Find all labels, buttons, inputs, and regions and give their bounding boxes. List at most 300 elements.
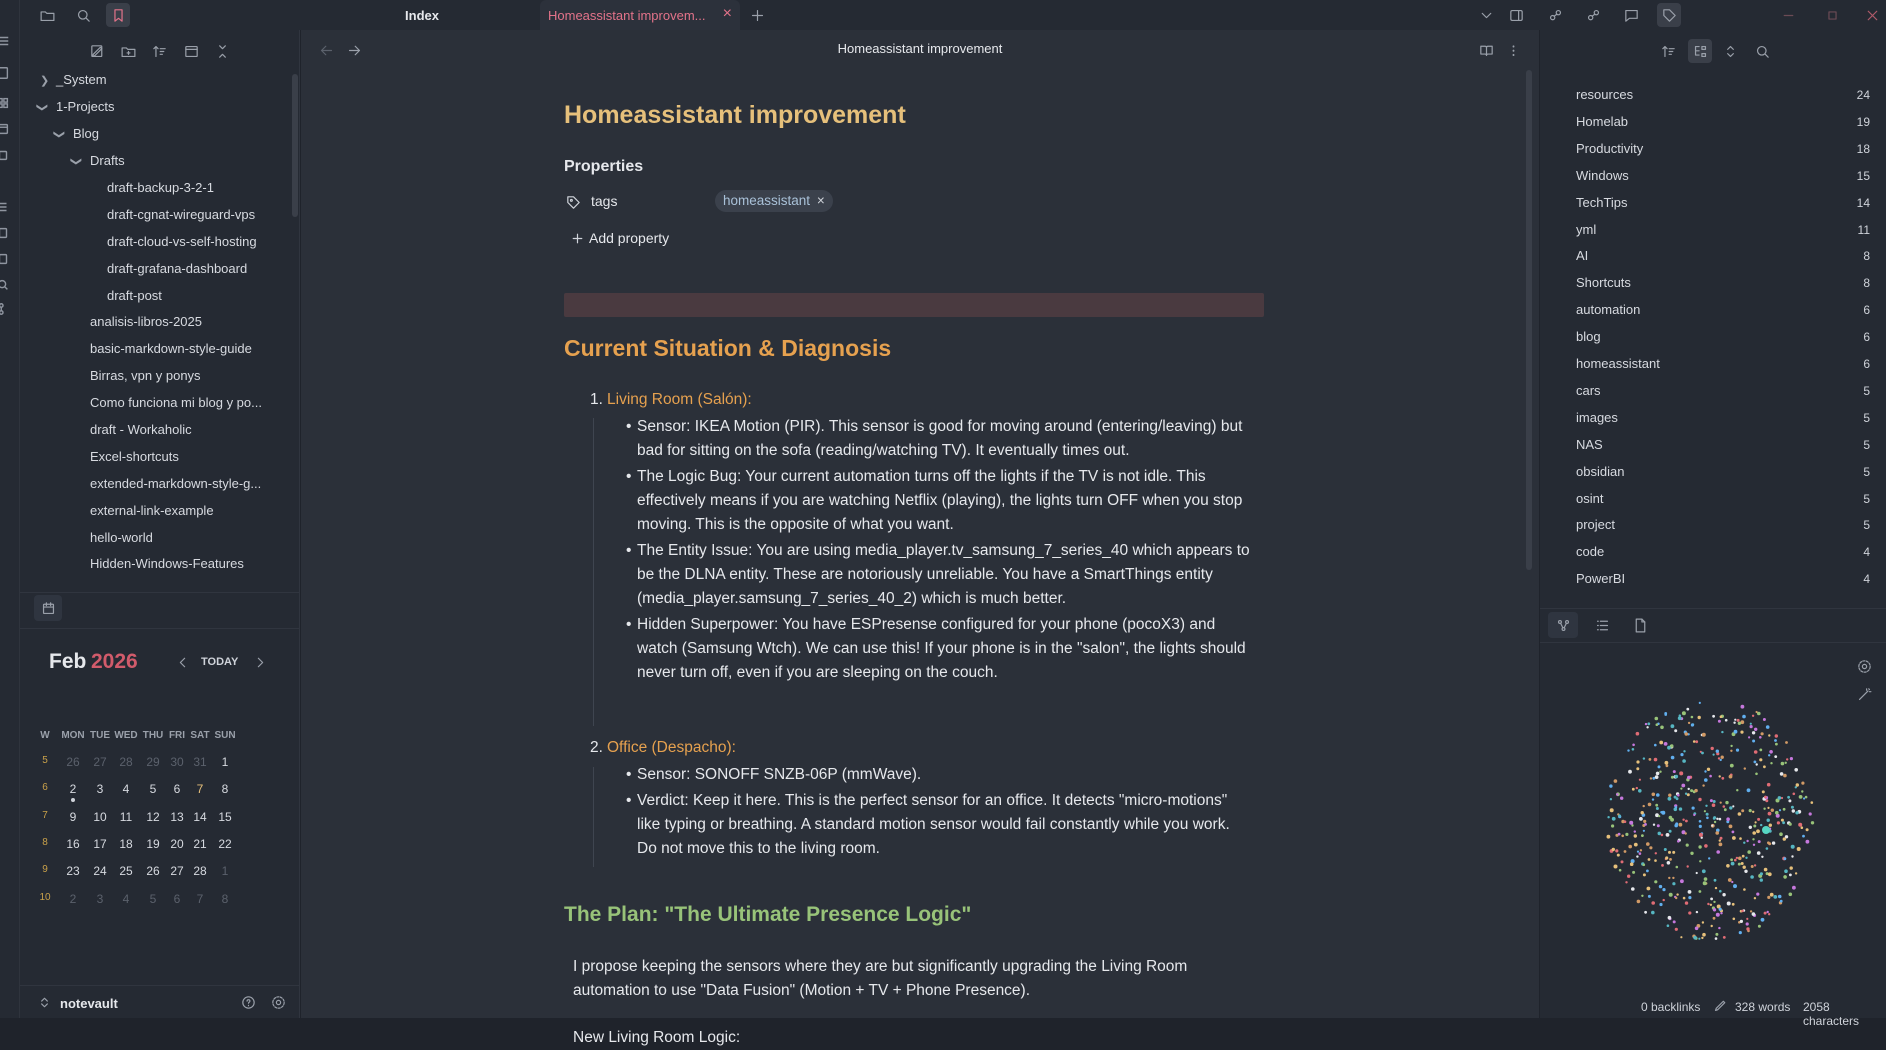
graph-node[interactable] [1749,826,1752,829]
graph-node[interactable] [1680,936,1682,938]
graph-node[interactable] [1716,818,1718,820]
tag-name[interactable]: Windows [1576,167,1629,183]
graph-node[interactable] [1726,864,1730,868]
graph-node[interactable] [1734,719,1736,721]
graph-node[interactable] [1760,872,1763,875]
graph-node[interactable] [1788,799,1791,802]
graph-node[interactable] [1672,877,1674,879]
graph-node[interactable] [1769,750,1773,754]
graph-node[interactable] [1701,752,1704,755]
graph-node[interactable] [1632,748,1635,751]
graph-node[interactable] [1734,859,1737,862]
graph-node[interactable] [1789,874,1792,877]
graph-node[interactable] [1733,884,1737,888]
git-icon[interactable] [0,302,12,318]
search-icon[interactable] [71,3,95,27]
graph-node[interactable] [1728,878,1732,882]
graph-node[interactable] [1733,722,1735,724]
graph-icon[interactable] [1548,612,1578,638]
graph-node[interactable] [1766,847,1769,850]
graph-node[interactable] [1656,793,1660,797]
tree-file[interactable]: Birras, vpn y ponys [90,368,201,383]
graph-node[interactable] [1670,744,1673,747]
graph-node[interactable] [1616,793,1619,796]
graph-node[interactable] [1610,798,1612,800]
graph-node[interactable] [1716,750,1719,753]
graph-node[interactable] [1722,893,1725,896]
graph-node[interactable] [1639,817,1643,821]
graph-node[interactable] [1621,835,1624,838]
graph-node[interactable] [1725,719,1728,722]
graph-node[interactable] [1682,819,1684,821]
graph-node[interactable] [1731,881,1733,883]
graph-node[interactable] [1639,779,1641,781]
tree-file[interactable]: draft-grafana-dashboard [107,261,248,276]
graph-node[interactable] [1698,798,1701,801]
graph-node[interactable] [1654,758,1658,762]
graph-node[interactable] [1729,825,1733,829]
maximize-icon[interactable] [1820,3,1844,27]
graph-node[interactable] [1811,801,1814,804]
graph-node[interactable] [1713,908,1716,911]
graph-node[interactable] [1790,866,1793,869]
graph-node[interactable] [1752,731,1755,734]
graph-node[interactable] [1729,806,1732,809]
calendar-day[interactable]: 21 [193,836,207,851]
graph-node[interactable] [1702,921,1704,923]
graph-node[interactable] [1710,898,1713,901]
graph-node[interactable] [1797,847,1801,851]
graph-node[interactable] [1739,931,1742,934]
tree-file[interactable]: draft-post [107,288,162,303]
graph-node[interactable] [1775,734,1778,737]
graph-node[interactable] [1764,868,1768,872]
remove-tag-icon[interactable]: × [816,193,825,208]
calendar-day[interactable]: 8 [221,891,229,906]
calendar-week-number[interactable]: 6 [42,782,48,794]
graph-node[interactable] [1782,821,1785,824]
graph-node[interactable] [1781,819,1784,822]
bullet-item[interactable] [626,465,1243,537]
graph-node[interactable] [1752,811,1754,813]
graph-node[interactable] [1719,839,1721,841]
graph-node[interactable] [1752,715,1754,717]
graph-node[interactable] [1646,870,1649,873]
calendar-day[interactable]: 2 [69,891,77,906]
bullet-item[interactable] [626,415,1243,463]
graph-node[interactable] [1664,848,1667,851]
graph-node[interactable] [1756,893,1759,896]
graph-node[interactable] [1661,834,1664,837]
graph-node[interactable] [1720,837,1723,840]
graph-node[interactable] [1667,861,1671,865]
graph-node[interactable] [1741,809,1744,812]
graph-node[interactable] [1675,928,1678,931]
graph-node[interactable] [1756,763,1758,765]
graph-node[interactable] [1760,824,1762,826]
graph-node[interactable] [1628,770,1632,774]
graph-node[interactable] [1711,825,1713,827]
graph-node[interactable] [1759,749,1762,752]
graph-node[interactable] [1630,862,1634,866]
graph-node[interactable] [1791,845,1795,849]
graph-node[interactable] [1680,788,1682,790]
graph-node[interactable] [1704,778,1708,782]
graph-node[interactable] [1687,865,1689,867]
graph-node[interactable] [1730,750,1732,752]
graph-node[interactable] [1699,833,1703,837]
graph-node[interactable] [1761,918,1765,922]
graph-node[interactable] [1665,856,1668,859]
graph-node[interactable] [1766,725,1770,729]
copy-icon[interactable] [0,148,12,164]
graph-node[interactable] [1793,793,1796,796]
graph-node[interactable] [1803,797,1805,799]
graph-node[interactable] [1768,812,1772,816]
graph-node[interactable] [1634,830,1636,832]
tag-name[interactable]: blog [1576,329,1601,345]
graph-node[interactable] [1738,863,1741,866]
calendar-week-number[interactable]: 8 [42,836,48,848]
graph-node[interactable] [1610,808,1614,812]
graph-node[interactable] [1730,764,1734,768]
graph-node[interactable] [1775,743,1778,746]
chevron-right-icon[interactable] [248,650,272,674]
graph-node[interactable] [1778,796,1782,800]
graph-node-current[interactable] [1762,826,1770,834]
calendar-day[interactable]: 20 [170,836,184,851]
graph-node[interactable] [1647,722,1650,725]
graph-node[interactable] [1750,723,1752,725]
graph-node[interactable] [1645,723,1647,725]
graph-node[interactable] [1693,936,1697,940]
graph-node[interactable] [1718,720,1721,723]
graph-node[interactable] [1694,789,1697,792]
graph-node[interactable] [1656,807,1659,810]
calendar-icon[interactable] [0,122,12,138]
close-icon[interactable]: × [722,5,732,22]
graph-node[interactable] [1758,925,1761,928]
graph-node[interactable] [1614,779,1618,783]
graph-node[interactable] [1716,913,1720,917]
graph-node[interactable] [1768,734,1770,736]
graph-node[interactable] [1757,818,1760,821]
graph-node[interactable] [1737,719,1740,722]
graph-node[interactable] [1629,821,1633,825]
graph-node[interactable] [1787,796,1790,799]
graph-node[interactable] [1753,844,1755,846]
graph-node[interactable] [1641,895,1643,897]
graph-node[interactable] [1652,793,1656,797]
graph-node[interactable] [1741,705,1745,709]
new-folder-icon[interactable] [116,39,140,63]
graph-node[interactable] [1677,794,1680,797]
graph-node[interactable] [1632,788,1635,791]
new-logic-label[interactable]: New Living Room Logic: [573,1029,741,1046]
graph-node[interactable] [1686,844,1689,847]
graph-node[interactable] [1732,903,1735,906]
graph-node[interactable] [1747,788,1751,792]
tag-name[interactable]: cars [1576,382,1601,398]
menu-icon[interactable] [0,34,12,50]
tag-name[interactable]: obsidian [1576,463,1625,479]
graph-node[interactable] [1761,732,1764,735]
graph-node[interactable] [1745,857,1747,859]
graph-node[interactable] [1763,765,1766,768]
graph-node[interactable] [1659,885,1662,888]
graph-node[interactable] [1744,870,1747,873]
graph-node[interactable] [1746,927,1749,930]
graph-node[interactable] [1730,745,1732,747]
graph-node[interactable] [1687,776,1691,780]
graph-node[interactable] [1746,840,1748,842]
graph-node[interactable] [1672,882,1675,885]
graph-node[interactable] [1695,927,1699,931]
graph-node[interactable] [1641,834,1644,837]
list-item-title-office[interactable]: Office (Despacho): [607,739,736,756]
graph-node[interactable] [1618,833,1621,836]
tag-name[interactable]: project [1576,517,1616,533]
tree-file[interactable]: Hidden-Windows-Features [90,556,244,571]
graph-node[interactable] [1754,761,1757,764]
page-icon[interactable] [0,252,12,268]
graph-node[interactable] [1750,875,1754,879]
graph-node[interactable] [1628,845,1632,849]
graph-node[interactable] [1678,716,1682,720]
graph-node[interactable] [1671,724,1675,728]
tree-file[interactable]: hello-world [90,530,153,545]
graph-node[interactable] [1675,897,1677,899]
calendar-day[interactable]: 13 [170,809,184,824]
graph-node[interactable] [1675,775,1679,779]
graph-node[interactable] [1760,878,1763,881]
vault-switcher-icon[interactable] [32,990,56,1014]
graph-node[interactable] [1774,755,1777,758]
graph-node[interactable] [1775,811,1779,815]
graph-node[interactable] [1795,811,1798,814]
graph-node[interactable] [1754,728,1757,731]
graph-node[interactable] [1658,815,1660,817]
graph-node[interactable] [1752,912,1756,916]
graph-node[interactable] [1710,904,1712,906]
graph-node[interactable] [1704,810,1706,812]
graph-node[interactable] [1759,758,1762,761]
magic-wand-icon[interactable] [1852,682,1876,706]
calendar-day[interactable]: 16 [66,836,80,851]
graph-node[interactable] [1671,776,1674,779]
graph-node[interactable] [1682,711,1686,715]
graph-node[interactable] [1713,816,1716,819]
graph-node[interactable] [1701,937,1703,939]
graph-node[interactable] [1654,744,1657,747]
graph-node[interactable] [1781,762,1785,766]
folder-icon[interactable] [35,3,59,27]
calendar-day[interactable]: 27 [170,864,184,879]
graph-node[interactable] [1683,750,1685,752]
graph-node[interactable] [1618,814,1621,817]
graph-node[interactable] [1625,833,1628,836]
graph-node[interactable] [1752,740,1755,743]
graph-node[interactable] [1746,922,1749,925]
graph-node[interactable] [1811,821,1814,824]
graph-node[interactable] [1624,850,1627,853]
graph-node[interactable] [1674,824,1678,828]
graph-node[interactable] [1712,803,1716,807]
graph-node[interactable] [1796,783,1799,786]
graph-node[interactable] [1715,933,1718,936]
graph-node[interactable] [1740,920,1743,923]
collapse-icon[interactable] [179,39,203,63]
graph-node[interactable] [1799,795,1803,799]
graph-node[interactable] [1736,857,1738,859]
graph-node[interactable] [1668,851,1671,854]
calendar-day[interactable]: 17 [93,836,107,851]
graph-node[interactable] [1738,722,1741,725]
graph-node[interactable] [1643,873,1646,876]
graph-node[interactable] [1767,807,1769,809]
graph-node[interactable] [1688,788,1690,790]
graph-node[interactable] [1625,881,1627,883]
graph-node[interactable] [1693,740,1696,743]
graph-node[interactable] [1669,858,1672,861]
graph-node[interactable] [1653,824,1655,826]
tag-name[interactable]: homeassistant [1576,356,1660,371]
status-backlinks[interactable]: 0 backlinks [1641,1000,1701,1014]
graph-node[interactable] [1740,731,1743,734]
graph-node[interactable] [1699,825,1702,828]
bullet-item[interactable] [626,539,1250,611]
graph-node[interactable] [1789,893,1793,897]
edit-icon[interactable] [1710,995,1730,1015]
graph-node[interactable] [1783,837,1786,840]
graph-node[interactable] [1707,903,1709,905]
graph-node[interactable] [1783,875,1787,879]
graph-node[interactable] [1669,830,1672,833]
graph-node[interactable] [1698,938,1700,940]
calendar-day[interactable]: 4 [122,891,130,906]
graph-node[interactable] [1686,708,1689,711]
graph-node[interactable] [1637,900,1641,904]
graph-node[interactable] [1809,812,1812,815]
graph-node[interactable] [1663,899,1665,901]
graph-node[interactable] [1699,702,1701,704]
calendar-day[interactable]: 1 [221,864,229,879]
settings-icon[interactable] [266,990,290,1014]
graph-node[interactable] [1731,862,1735,866]
property-key-tags[interactable]: tags [591,193,618,209]
tag-name[interactable]: automation [1576,302,1641,318]
minimize-icon[interactable] [1776,3,1800,27]
graph-node[interactable] [1750,910,1752,912]
tag-name[interactable]: images [1576,409,1618,425]
graph-node[interactable] [1632,744,1635,747]
tag-name[interactable]: PowerBI [1576,571,1626,587]
graph-node[interactable] [1609,784,1612,787]
graph-node[interactable] [1644,823,1647,826]
graph-node[interactable] [1718,927,1720,929]
tag-name[interactable]: AI [1576,248,1589,264]
list-icon[interactable] [0,200,12,216]
graph-node[interactable] [1709,775,1712,778]
calendar-icon[interactable] [34,595,62,621]
calendar-day[interactable]: 10 [93,809,107,824]
graph-node[interactable] [1805,796,1808,799]
graph-node[interactable] [1749,809,1752,812]
add-property-button[interactable]: Add property [589,230,670,246]
graph-node[interactable] [1704,877,1708,881]
graph-node[interactable] [1714,821,1716,823]
graph-node[interactable] [1783,774,1787,778]
graph-node[interactable] [1756,711,1758,713]
graph-node[interactable] [1746,918,1748,920]
graph-node[interactable] [1783,808,1786,811]
graph-node[interactable] [1620,797,1623,800]
graph-node[interactable] [1647,887,1651,891]
calendar-day[interactable]: 28 [193,864,207,879]
graph-node[interactable] [1666,764,1669,767]
graph-node[interactable] [1648,895,1651,898]
grid-icon[interactable] [0,96,12,112]
calendar-day[interactable]: 1 [221,755,229,769]
graph-node[interactable] [1631,887,1635,891]
graph-node[interactable] [1655,852,1657,854]
tag-pill[interactable] [715,190,833,212]
graph-node[interactable] [1713,754,1715,756]
graph-node[interactable] [1723,805,1726,808]
graph-node[interactable] [1742,715,1746,719]
comment-icon[interactable] [1619,3,1643,27]
graph-node[interactable] [1715,937,1718,940]
graph-node[interactable] [1693,814,1695,816]
graph-node[interactable] [1785,741,1788,744]
graph-node[interactable] [1721,756,1724,759]
graph-node[interactable] [1607,816,1609,818]
graph-node[interactable] [1743,866,1746,869]
help-icon[interactable] [236,990,260,1014]
search-icon[interactable] [1750,39,1774,63]
graph-node[interactable] [1634,834,1637,837]
calendar-day[interactable]: 8 [221,782,229,797]
graph-node[interactable] [1676,893,1678,895]
graph-node[interactable] [1680,753,1683,756]
tab-index[interactable] [307,0,537,30]
graph-view[interactable] [1580,690,1840,950]
graph-node[interactable] [1681,784,1685,788]
tag-icon[interactable] [1657,3,1681,27]
plan-paragraph-line[interactable]: automation to use "Data Fusion" (Motion + TV + Phone Presence). [573,982,1031,999]
heading-current-situation[interactable]: Current Situation & Diagnosis [564,335,892,361]
graph-node[interactable] [1715,887,1717,889]
graph-node[interactable] [1801,782,1804,785]
graph-node[interactable] [1703,881,1707,885]
tag-name[interactable]: code [1576,544,1605,560]
graph-node[interactable] [1780,772,1784,776]
graph-node[interactable] [1688,722,1690,724]
graph-node[interactable] [1699,860,1701,862]
calendar-day[interactable]: 3 [96,891,104,906]
graph-node[interactable] [1615,849,1618,852]
graph-node[interactable] [1734,730,1738,734]
calendar-day[interactable]: 18 [119,836,133,851]
graph-node[interactable] [1720,912,1722,914]
graph-node[interactable] [1674,729,1677,732]
tree-file[interactable]: Excel-shortcuts [90,449,179,464]
collapse-all-icon[interactable] [210,39,234,63]
graph-node[interactable] [1648,858,1651,861]
graph-node[interactable] [1607,835,1611,839]
graph-node[interactable] [1648,803,1652,807]
graph-node[interactable] [1668,916,1672,920]
